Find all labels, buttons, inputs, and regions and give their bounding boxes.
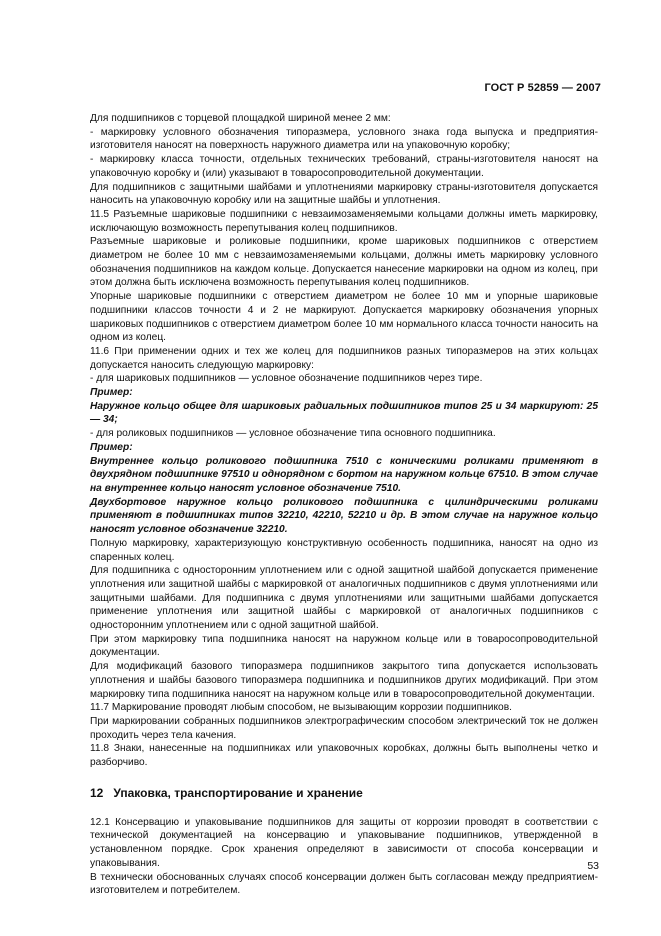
document-header: ГОСТ Р 52859 — 2007 [484,82,601,94]
packing-paragraphs [90,816,598,898]
paragraph: Пример: [90,441,133,453]
paragraph: Для подшипника с односторонним уплотнением или с одной защитной шайбой допускается применение уплотнения или защитной шайбы с маркировкой от аналогичных подшипников с двумя уплотнениями или защитными шайбами. Для подшипника с двумя уплотнениями или защитными шайбами допускается применение уплотнения или защитной шайбы с маркировкой от аналогичных подшипников с односторонним уплотнением или с одной защитной шайбой. [90,565,598,632]
paragraph: При этом маркировку типа подшипника наносят на наружном кольце или в товаросопроводительной документации. [90,633,598,659]
paragraph: В технически обоснованных случаях способ консервации должен быть согласован между предприятием-изготовителем и потребителем. [90,871,598,897]
paragraph: - для роликовых подшипников — условное обозначение типа основного подшипника. [90,428,496,440]
paragraph: При маркировании собранных подшипников электрографическим способом электрический ток не должен проходить через тела качения. [90,715,598,741]
paragraph: Пример: [90,387,133,399]
paragraph: 11.6 При применении одних и тех же колец для подшипников разных типоразмеров на этих кольцах допускается наносить следующую маркировку: [90,345,598,371]
paragraph: Двухбортовое наружное кольцо роликового подшипника с цилиндрическими роликами применяют в подшипниках типов 32210, 42210, 52210 и др. В этом случае на наружное кольцо наносят условное обозначение 32210. [90,496,598,536]
paragraph: Наружное кольцо общее для шариковых радиальных подшипников типов 25 и 34 маркируют: 25 — 34; [90,400,598,426]
paragraph: 11.7 Маркирование проводят любым способом, не вызывающим коррозии подшипников. [90,702,512,714]
paragraph: 12.1 Консервацию и упаковывание подшипников для защиты от коррозии проводят в соответствии с технической документацией на консервацию и упаковывание подшипников, утвержденной в установленном порядке. Срок хранения определяют в зависимости от способа консервации и упаковывания. [90,816,598,869]
paragraph: 11.8 Знаки, нанесенные на подшипниках или упаковочных коробках, должны быть выполнены четко и разборчиво. [90,743,598,769]
section-number: 12 [90,785,104,800]
paragraph: - маркировку класса точности, отдельных технических требований, страны-изготовителя наносят на упаковочную коробку и (или) указывают в товаросопроводительной документации. [90,154,598,179]
marking-paragraphs [90,112,598,770]
paragraph: Полную маркировку, характеризующую конструктивную особенность подшипника, наносят на одно из спаренных колец. [90,537,598,563]
paragraph: Для подшипников с защитными шайбами и уплотнениями маркировку страны-изготовителя допускается наносить на упаковочную коробку или на защитные шайбы и уплотнения. [90,181,598,207]
section-heading [90,786,598,800]
paragraph: - маркировку условного обозначения типоразмера, условного знака года выпуска и предприятия-изготовителя наносят на поверхность наружного диаметра или на упаковочную коробку; [90,126,598,152]
page-number: 53 [587,860,599,872]
paragraph: 11.5 Разъемные шариковые подшипники с невзаимозаменяемыми кольцами должны иметь маркировку, исключающую возможность перепутывания колец подшипников. [90,208,598,234]
paragraph: Для подшипников с торцевой площадкой шириной менее 2 мм: [90,113,391,124]
paragraph: Для модификаций базового типоразмера подшипников закрытого типа допускается использовать уплотнения и шайбы базового типоразмера подшипника и подшипников других модификаций. При этом маркировку типа подшипника наносят на наружном кольце или в товаросопроводительной документации. [90,661,598,700]
paragraph: Упорные шариковые подшипники с отверстием диаметром не более 10 мм и упорные шариковые подшипники классов точности 4 и 2 не маркируют. Допускается маркировку обозначения упорных шариковых подшипников с отверстием диаметром более 10 мм нормального класса точности наносить на одном из колец. [90,291,598,344]
document-body [90,112,598,898]
paragraph: Внутреннее кольцо роликового подшипника 7510 с коническими роликами применяют в двухрядном подшипнике 97510 и однорядном с бортом на наружном кольце 67510. В этом случае на внутреннее кольцо наносят условное обозначение 7510. [90,455,598,494]
paragraph: Разъемные шариковые и роликовые подшипники, кроме шариковых подшипников с отверстием диаметром не более 10 мм с невзаимозаменяемыми кольцами, должны иметь маркировку условного обозначения подшипников на каждом кольце. Допускается нанесение маркировки на одном из колец, при этом должна быть исключена возможность перепутывания колец подшипников. [90,236,598,289]
paragraph: - для шариковых подшипников — условное обозначение подшипников через тире. [90,373,483,385]
section-title: Упаковка, транспортирование и хранение [113,785,363,800]
